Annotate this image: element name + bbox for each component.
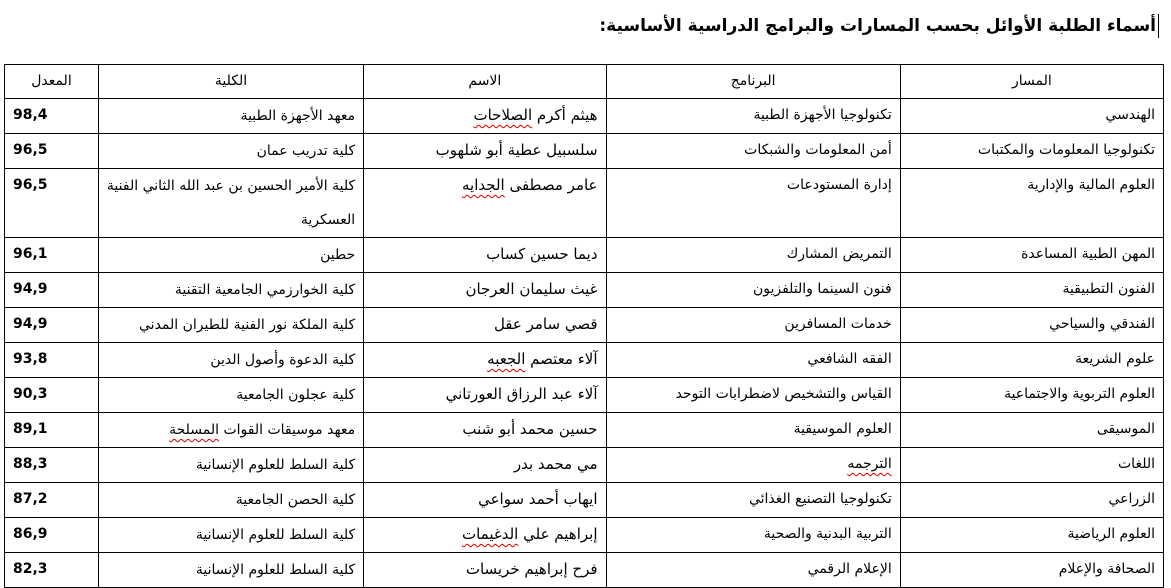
name-cell: قصي سامر عقل	[364, 308, 606, 343]
name-cell: إبراهيم علي الدغيمات	[364, 518, 606, 553]
college-cell: كلية الدعوة وأصول الدين	[98, 343, 363, 378]
average-cell: 86,9	[5, 518, 99, 553]
path-cell: المهن الطبية المساعدة	[900, 238, 1163, 273]
college-cell: حطين	[98, 238, 363, 273]
spellcheck-underline: المسلحة	[169, 422, 219, 438]
program-cell: خدمات المسافرين	[606, 308, 900, 343]
name-cell: ايهاب أحمد سواعي	[364, 483, 606, 518]
path-cell: الفنون التطبيقية	[900, 273, 1163, 308]
table-row	[5, 238, 1164, 273]
college-cell: معهد الأجهزة الطبية	[98, 99, 363, 134]
name-cell: هيثم أكرم الصلاحات	[364, 99, 606, 134]
spellcheck-underline: الجعبه	[487, 350, 526, 368]
college-cell: كلية السلط للعلوم الإنسانية	[98, 553, 363, 588]
table-header-row	[5, 65, 1164, 99]
path-cell: اللغات	[900, 448, 1163, 483]
program-cell: الإعلام الرقمي	[606, 553, 900, 588]
table-row	[5, 343, 1164, 378]
program-cell: الفقه الشافعي	[606, 343, 900, 378]
college-cell: معهد موسيقات القوات المسلحة	[98, 413, 363, 448]
program-cell: فنون السينما والتلفزيون	[606, 273, 900, 308]
header-college: الكلية	[98, 65, 363, 99]
table-row	[5, 553, 1164, 588]
average-cell: 96,5	[5, 134, 99, 169]
program-cell: أمن المعلومات والشبكات	[606, 134, 900, 169]
spellcheck-underline: الصلاحات	[473, 106, 533, 124]
college-cell: كلية السلط للعلوم الإنسانية	[98, 448, 363, 483]
name-cell: آلاء معتصم الجعبه	[364, 343, 606, 378]
table-row	[5, 378, 1164, 413]
path-cell: تكنولوجيا المعلومات والمكتبات	[900, 134, 1163, 169]
name-cell: غيث سليمان العرجان	[364, 273, 606, 308]
path-cell: الزراعي	[900, 483, 1163, 518]
header-path: المسار	[900, 65, 1163, 99]
path-cell: الفندقي والسياحي	[900, 308, 1163, 343]
college-cell: كلية تدريب عمان	[98, 134, 363, 169]
spellcheck-underline: الدغيمات	[461, 525, 519, 543]
name-cell: مي محمد بدر	[364, 448, 606, 483]
name-cell: ديما حسين كساب	[364, 238, 606, 273]
name-cell: حسين محمد أبو شنب	[364, 413, 606, 448]
program-cell: التربية البدنية والصحية	[606, 518, 900, 553]
average-cell: 88,3	[5, 448, 99, 483]
document-heading: أسماء الطلبة الأوائل بحسب المسارات والبرامج الدراسية الأساسية:	[599, 14, 1159, 38]
table-row	[5, 308, 1164, 343]
average-cell: 94,9	[5, 308, 99, 343]
path-cell: الصحافة والإعلام	[900, 553, 1163, 588]
name-cell: فرح إبراهيم خريسات	[364, 553, 606, 588]
college-cell: كلية الحصن الجامعية	[98, 483, 363, 518]
program-cell: العلوم الموسيقية	[606, 413, 900, 448]
average-cell: 96,5	[5, 169, 99, 238]
program-cell	[606, 448, 900, 483]
average-cell: 87,2	[5, 483, 99, 518]
table-row	[5, 99, 1164, 134]
college-cell: كلية السلط للعلوم الإنسانية	[98, 518, 363, 553]
path-cell: الموسيقى	[900, 413, 1163, 448]
table-row	[5, 413, 1164, 448]
path-cell: العلوم الرياضية	[900, 518, 1163, 553]
college-cell: كلية عجلون الجامعية	[98, 378, 363, 413]
table-row	[5, 273, 1164, 308]
table-row	[5, 134, 1164, 169]
path-cell: علوم الشريعة	[900, 343, 1163, 378]
program-cell: التمريض المشارك	[606, 238, 900, 273]
program-cell: تكنولوجيا الأجهزة الطبية	[606, 99, 900, 134]
table-row	[5, 169, 1164, 238]
average-cell: 90,3	[5, 378, 99, 413]
table-row	[5, 448, 1164, 483]
college-cell: كلية الخوارزمي الجامعية التقنية	[98, 273, 363, 308]
spellcheck-underline: الترجمه	[847, 456, 892, 472]
average-cell: 98,4	[5, 99, 99, 134]
average-cell: 89,1	[5, 413, 99, 448]
top-students-table	[4, 64, 1164, 588]
name-cell: سلسبيل عطية أبو شلهوب	[364, 134, 606, 169]
average-cell: 96,1	[5, 238, 99, 273]
path-cell: العلوم المالية والإدارية	[900, 169, 1163, 238]
college-cell: كلية الملكة نور الفنية للطيران المدني	[98, 308, 363, 343]
college-cell: كلية الأمير الحسين بن عبد الله الثاني الفنية العسكرية	[98, 169, 363, 238]
name-cell: عامر مصطفى الجدايه	[364, 169, 606, 238]
header-average: المعدل	[5, 65, 99, 99]
program-cell: تكنولوجيا التصنيع الغذائي	[606, 483, 900, 518]
table-row	[5, 518, 1164, 553]
program-cell: القياس والتشخيص لاضطرابات التوحد	[606, 378, 900, 413]
program-cell: إدارة المستودعات	[606, 169, 900, 238]
path-cell: الهندسي	[900, 99, 1163, 134]
name-cell: آلاء عبد الرزاق العورتاني	[364, 378, 606, 413]
average-cell: 93,8	[5, 343, 99, 378]
spellcheck-underline: الجدايه	[462, 176, 505, 194]
header-program: البرنامج	[606, 65, 900, 99]
average-cell: 82,3	[5, 553, 99, 588]
table-row	[5, 483, 1164, 518]
average-cell: 94,9	[5, 273, 99, 308]
header-name: الاسم	[364, 65, 606, 99]
path-cell: العلوم التربوية والاجتماعية	[900, 378, 1163, 413]
